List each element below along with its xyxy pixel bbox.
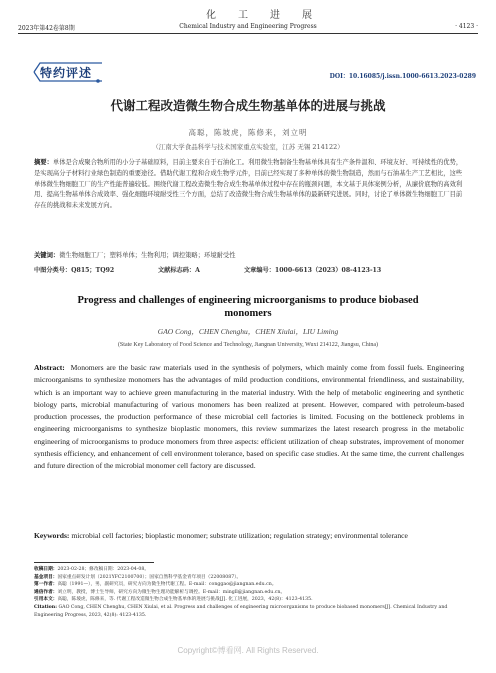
document-code: 文献标志码：A <box>158 267 200 274</box>
title-en: Progress and challenges of engineering microorganisms to produce biobased monomers <box>77 295 419 319</box>
article-type-badge <box>32 61 104 83</box>
keywords-cn <box>34 251 464 262</box>
abstract-cn-text: 单体是合成聚合物所用的小分子基础原料，目前主要来自于石油化工。利用微生物制备生物基单体具有生产条件温和、环境友好、可持续性的优势，是实现高分子材料行业绿色制造的重要途径。借助代谢工程和合成生物学元件，目前已经实现了多种单体的微生物制造，然而与石油基生产工艺相比，这些单体微生物细胞工厂的生产性能普遍较低。围绕代谢工程改造微生物合成生物基单体过程中存在的瓶颈问题，本文基于具体案例分析，从廉价底物的高效利用、提高生物基单体合成效率、强化细胞环境耐受性三个方面，总结了改造微生物合成生物基单体的最新研究进展。同时，讨论了单体微生物细胞工厂目前存在的挑战和未来发展方向。 <box>34 159 463 210</box>
footnote-rule <box>34 562 154 563</box>
keywords-cn-label: 关键词： <box>34 252 60 259</box>
journal-name-en: Chemical Industry and Engineering Progress <box>179 23 317 30</box>
footnote-corresponding-author: 通信作者：刘立明，教授，博士生导师，研究方向为微生物生理功能解析与调控。E-mail：mingll@jiangnan.edu.cn。 <box>34 589 286 595</box>
title-cn: 代谢工程改造微生物合成生物基单体的进展与挑战 <box>110 98 386 113</box>
copyright-watermark: Copyright©博看网. All Rights Reserved. <box>177 646 319 655</box>
keywords-en <box>34 530 464 542</box>
abstract-cn <box>34 158 464 212</box>
abstract-cn-label: 摘要： <box>34 159 53 166</box>
badge-label: 特约评述 <box>40 66 93 80</box>
affiliation-en: (State Key Laboratory of Food Science and Technology, Jiangnan University, Wuxi 214122, Jiangsu, China) <box>117 342 379 348</box>
abstract-en-text: Monomers are the basic raw materials used in the synthesis of polymers, which mainly come from fossil fuels. Engineering microorganisms to synthesize monomers has the advantages of mild production conditions, environmental friendliness, and sustainability, which is an important way to achieve green manufacturing in the material industry. With the help of metabolic engineering and synthetic biology parts, microbial manufacturing of various monomers has been realized at present. However, compared with petroleum-based production processes, the production performance of these microbial cell factories is limited. Focusing on the bottleneck problems in engineering microorganisms to synthesize bioplastic monomers, this review summarizes the latest research progress in the metabolic engineering of microorganisms to produce monomers from three aspects: efficient utilization of cheap substrates, improvement of monomer synthesis efficiency, and enhancement of cell environment tolerance, based on specific case studies. At the same time, the current challenges and future direction of the microbial monomer cell factory are discussed. <box>34 363 464 470</box>
footnotes <box>34 566 464 619</box>
footnote-received: 收稿日期：2023-02-28；修改稿日期：2023-04-08。 <box>34 567 150 572</box>
abstract-en-label: Abstract: <box>34 363 65 372</box>
abstract-en <box>34 362 464 472</box>
keywords-en-label: Keywords: <box>34 531 70 540</box>
keywords-cn-text: 微生物细胞工厂；塑料单体；生物利用；调控策略；环境耐受性 <box>59 252 236 259</box>
issue-info: 2023年第42卷第8期 <box>18 25 75 32</box>
page-number: · 4123 · <box>455 23 478 30</box>
footnote-first-author: 第一作者：高聪（1991—），男，副研究员，研究方向为微生物代谢工程。E-mail：conggao@jiangnan.edu.cn。 <box>34 582 277 588</box>
footnote-funding: 基金项目：国家重点研发计划（2021YFC2100700）；国家自然科学基金青年项目（22008087）。 <box>34 574 242 580</box>
authors-cn: 高聪，陈坡虎，陈修来，刘立明 <box>188 128 308 137</box>
keywords-en-text: microbial cell factories; bioplastic monomer; substrate utilization; regulation strategy; environmental tolerance <box>71 531 408 540</box>
doi[interactable]: DOI：10.16085/j.issn.1000-6613.2023-0289 <box>329 73 476 80</box>
clc-number: 中图分类号：Q815；TQ92 <box>34 267 115 274</box>
header-rule <box>18 33 478 34</box>
footnote-citation-en: Citation: GAO Cong, CHEN Chenghu, CHEN Xiulai, et al. Progress and challenges of engineering microorganisms to produce biobased monomers[J]. Chemical Industry and Engineering Progress, 2023, 42(8): 4123-4135. <box>34 604 448 618</box>
article-number: 文章编号：1000-6613（2023）08-4123-13 <box>244 267 382 274</box>
affiliation-cn: （江南大学食品科学与技术国家重点实验室，江苏 无锡 214122） <box>152 143 344 151</box>
journal-name-header: 化工进展 <box>206 10 334 21</box>
authors-en: GAO Cong，CHEN Chenghu，CHEN Xiulai，LIU Liming <box>157 327 339 336</box>
footnote-citation-cn: 引用本文：高聪，陈坡虎，陈修来，等. 代谢工程改造微生物合成生物基单体的进展与挑战[J]. 化工进展，2023，42(8)：4123-4135. <box>34 597 313 603</box>
